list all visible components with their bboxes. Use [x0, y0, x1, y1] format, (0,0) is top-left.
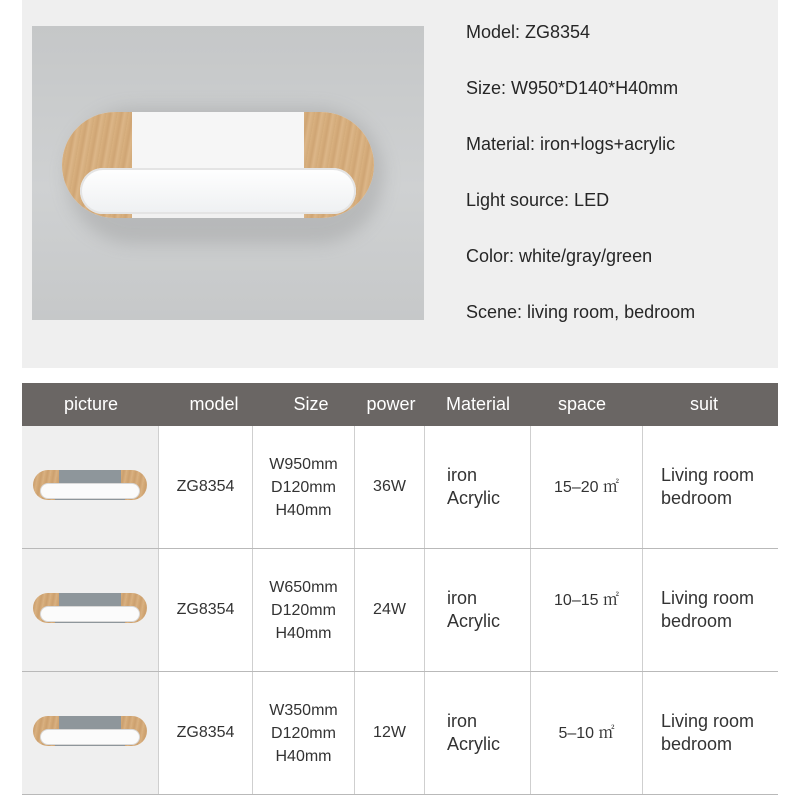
header-model: model: [189, 394, 239, 414]
row-material: iron Acrylic: [424, 672, 530, 794]
row-model: ZG8354: [158, 426, 252, 548]
row-size: W950mm D120mm H40mm: [252, 426, 354, 548]
lamp-thumbnail: [33, 470, 147, 504]
spec-list: [466, 18, 776, 354]
row-picture: [22, 549, 158, 671]
table-row: [22, 672, 778, 795]
row-power: 24W: [354, 549, 424, 671]
product-photo: [32, 26, 424, 320]
header-size: Size: [293, 394, 329, 414]
header-material: Material: [445, 394, 511, 414]
row-picture: [22, 426, 158, 548]
row-suit: Living room bedroom: [642, 672, 778, 794]
row-model: ZG8354: [158, 549, 252, 671]
row-material: iron Acrylic: [424, 426, 530, 548]
lamp-thumbnail: [33, 716, 147, 750]
spec-material: Material: iron+logs+acrylic: [466, 134, 676, 154]
spec-size: Size: W950*D140*H40mm: [466, 78, 679, 98]
table-row: [22, 549, 778, 672]
table-row: [22, 426, 778, 549]
lamp-thumbnail: [33, 593, 147, 627]
row-size: W650mm D120mm H40mm: [252, 549, 354, 671]
row-suit: Living room bedroom: [642, 549, 778, 671]
row-space: 10–15 ㎡: [530, 549, 642, 671]
row-model: ZG8354: [158, 672, 252, 794]
ceiling-lamp-image: [62, 112, 374, 222]
spec-model: Model: ZG8354: [466, 22, 591, 42]
header-suit: suit: [689, 394, 718, 414]
lamp-top-panel: [132, 112, 304, 170]
spec-color: Color: white/gray/green: [466, 246, 653, 266]
row-picture: [22, 672, 158, 794]
spec-table: [22, 383, 778, 794]
spec-light-source: Light source: LED: [466, 190, 610, 210]
table-header: [22, 383, 778, 426]
row-material: iron Acrylic: [424, 549, 530, 671]
row-power: 36W: [354, 426, 424, 548]
lamp-diffuser: [80, 168, 356, 214]
header-picture: picture: [63, 394, 119, 414]
row-space: 15–20 ㎡: [530, 426, 642, 548]
row-power: 12W: [354, 672, 424, 794]
spec-scene: Scene: living room, bedroom: [466, 302, 696, 322]
header-space: space: [557, 394, 607, 414]
row-size: W350mm D120mm H40mm: [252, 672, 354, 794]
row-suit: Living room bedroom: [642, 426, 778, 548]
header-power: power: [366, 394, 416, 414]
row-space: 5–10 ㎡: [530, 672, 642, 794]
